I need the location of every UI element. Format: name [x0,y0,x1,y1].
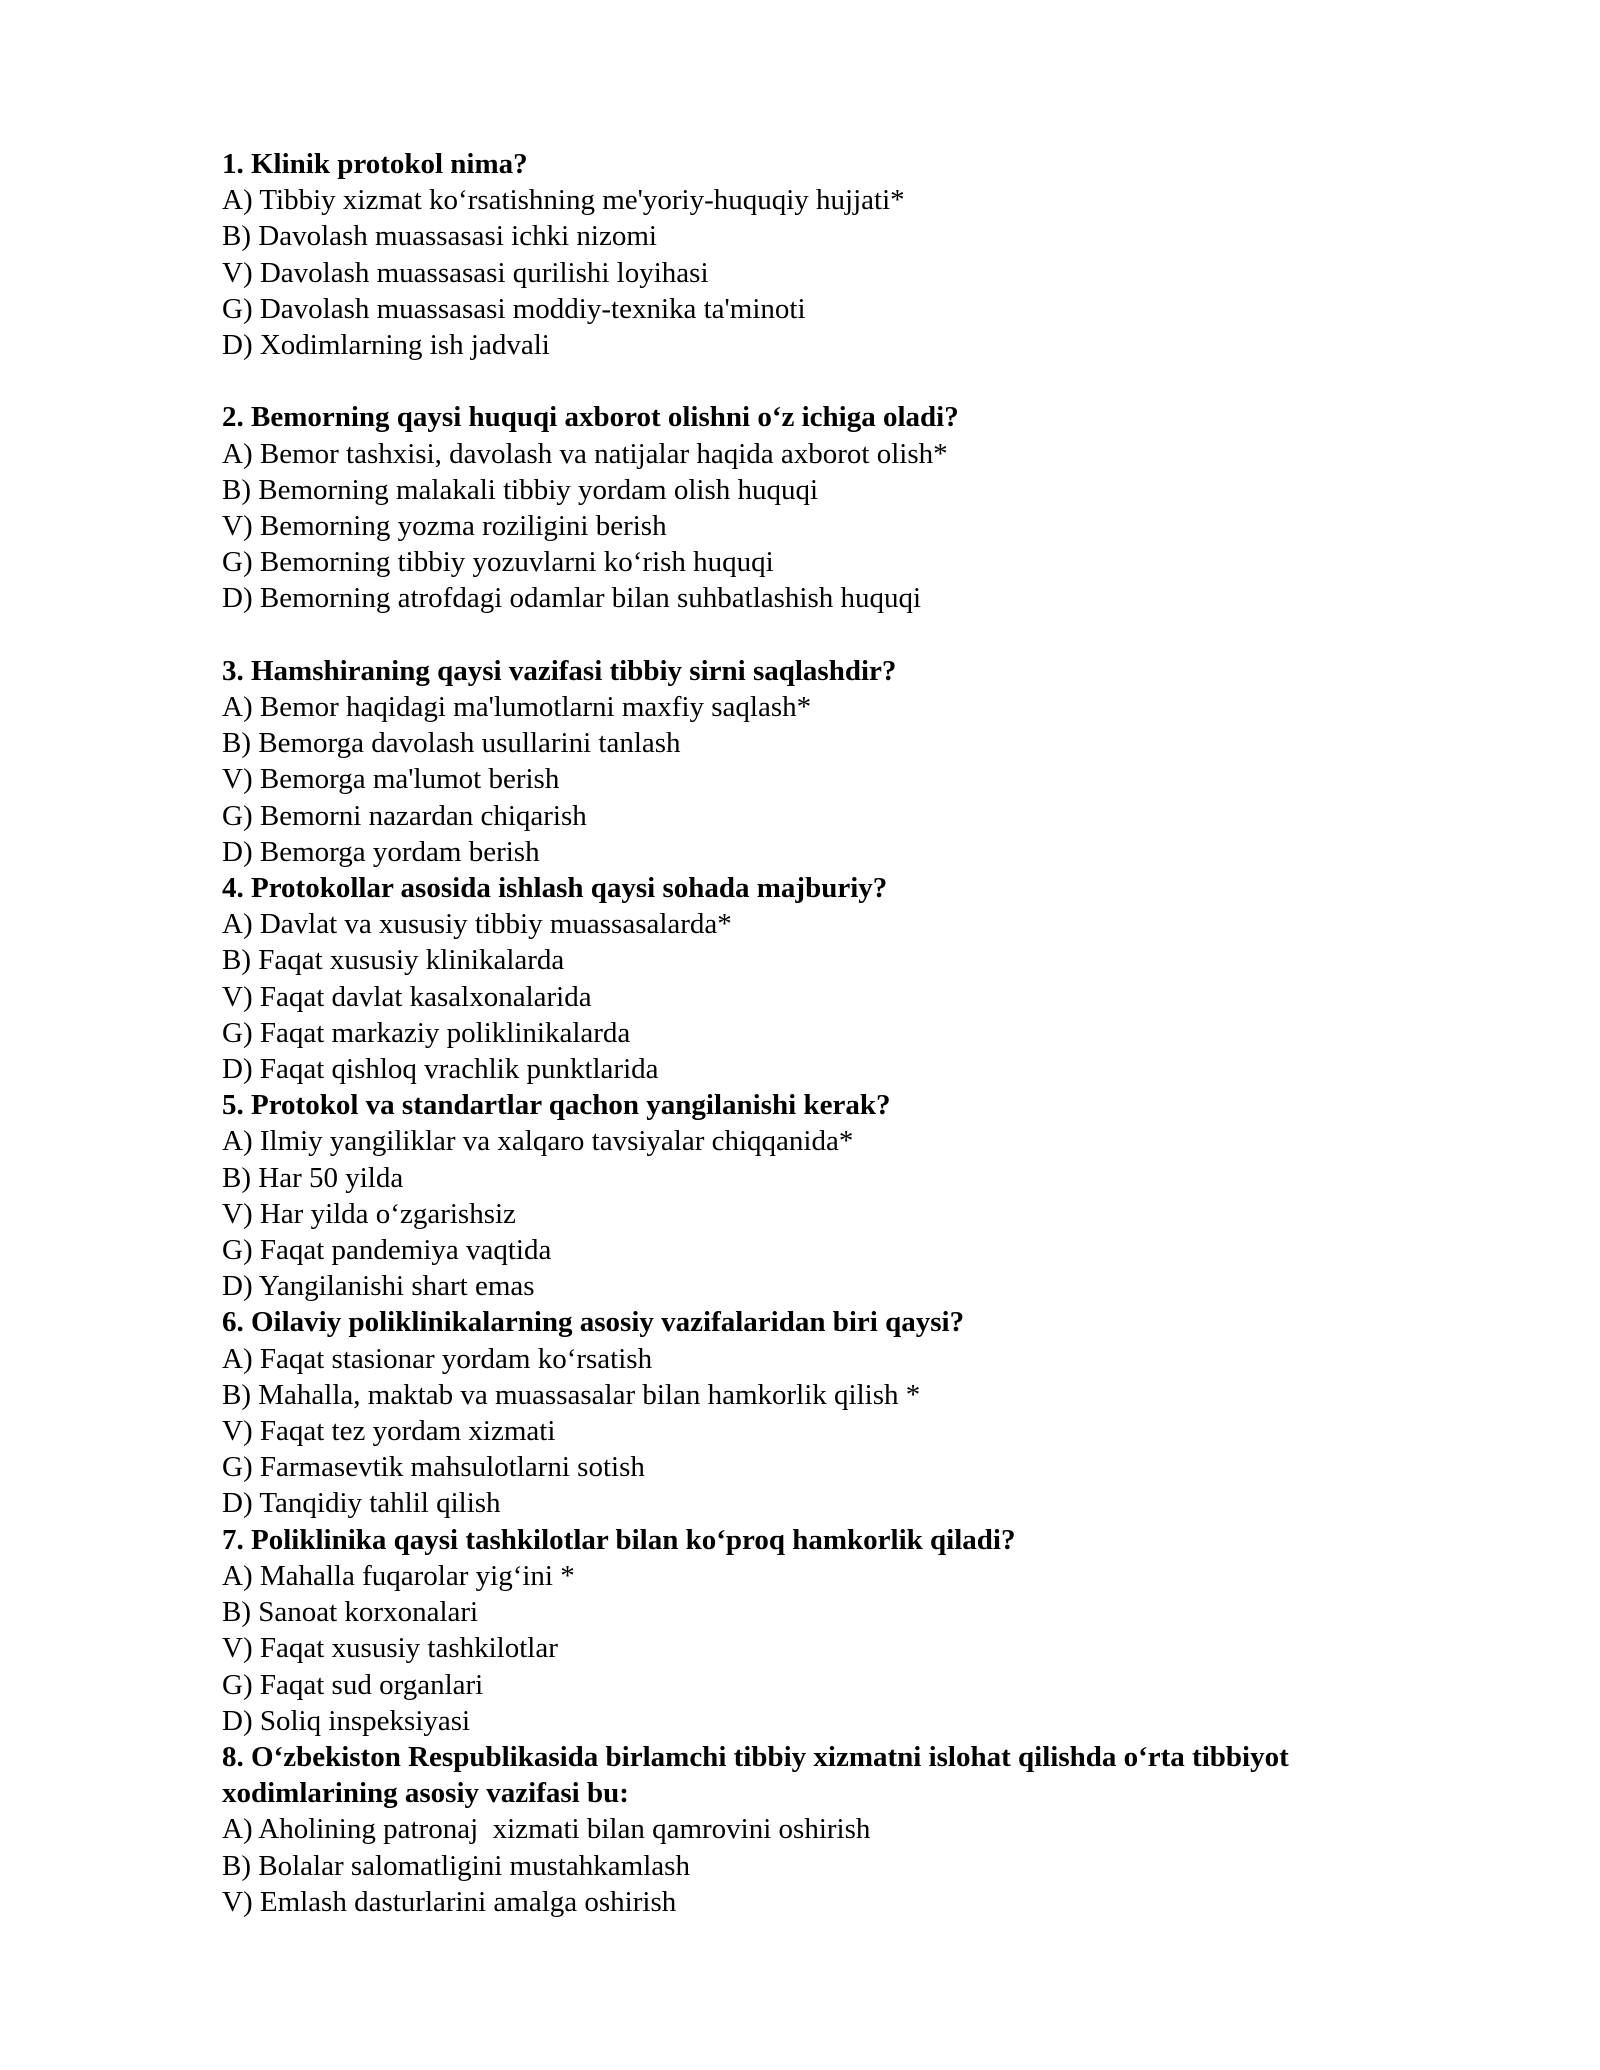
answer-option: V) Har yilda o‘zgarishsiz [222,1197,516,1230]
answer-option: D) Bemorning atrofdagi odamlar bilan suhbatlashish huquqi [222,582,922,615]
answer-option: A) Mahalla fuqarolar yig‘ini * [222,1559,575,1592]
answer-option: B) Faqat xususiy klinikalarda [222,944,565,977]
question-8 [222,1739,1402,1920]
answer-option: D) Yangilanishi shart emas [222,1270,535,1303]
question-title: 3. Hamshiraning qaysi vazifasi tibbiy sirni saqlashdir? [222,654,897,687]
answer-option: D) Xodimlarning ish jadvali [222,329,550,362]
question-1 [222,146,1402,363]
answer-option: G) Faqat pandemiya vaqtida [222,1234,552,1267]
answer-option: B) Sanoat korxonalari [222,1596,479,1629]
answer-option: A) Ilmiy yangiliklar va xalqaro tavsiyalar chiqqanida* [222,1125,854,1158]
answer-option: G) Bemorning tibbiy yozuvlarni ko‘rish huquqi [222,546,774,579]
answer-option: A) Davlat va xususiy tibbiy muassasalarda* [222,908,732,941]
answer-option: V) Faqat xususiy tashkilotlar [222,1632,558,1665]
answer-option: V) Faqat tez yordam xizmati [222,1415,556,1448]
answer-option: B) Bemorning malakali tibbiy yordam olish huquqi [222,473,819,506]
answer-option: B) Bemorga davolash usullarini tanlash [222,727,681,760]
question-7 [222,1522,1402,1739]
answer-option: G) Farmasevtik mahsulotlarni sotish [222,1451,645,1484]
answer-option: D) Soliq inspeksiyasi [222,1704,471,1737]
question-title: 6. Oilaviy poliklinikalarning asosiy vazifalaridan biri qaysi? [222,1306,965,1339]
question-title: 8. O‘zbekiston Respublikasida birlamchi tibbiy xizmatni islohat qilishda o‘rta tibbiyot [222,1740,1289,1773]
answer-option: D) Faqat qishloq vrachlik punktlarida [222,1053,659,1086]
question-3 [222,653,1402,870]
question-6 [222,1304,1402,1521]
answer-option: G) Davolash muassasasi moddiy-texnika ta'minoti [222,292,806,325]
answer-option: D) Bemorga yordam berish [222,835,540,868]
answer-option: V) Faqat davlat kasalxonalarida [222,980,592,1013]
question-title: 7. Poliklinika qaysi tashkilotlar bilan ko‘proq hamkorlik qiladi? [222,1523,1016,1556]
answer-option: B) Mahalla, maktab va muassasalar bilan hamkorlik qilish * [222,1378,921,1411]
answer-option: A) Faqat stasionar yordam ko‘rsatish [222,1342,653,1375]
question-2 [222,399,1402,616]
answer-option: B) Bolalar salomatligini mustahkamlash [222,1849,690,1882]
answer-option: A) Bemor haqidagi ma'lumotlarni maxfiy saqlash* [222,691,812,724]
question-5 [222,1087,1402,1304]
answer-option: A) Aholining patronaj xizmati bilan qamrovini oshirish [222,1813,871,1846]
answer-option: V) Bemorga ma'lumot berish [222,763,560,796]
answer-option: V) Emlash dasturlarini amalga oshirish [222,1885,677,1918]
answer-option: B) Davolash muassasasi ichki nizomi [222,220,657,253]
question-list [222,146,1402,1920]
question-title-continuation: xodimlarining asosiy vazifasi bu: [222,1777,629,1810]
answer-option: V) Davolash muassasasi qurilishi loyihasi [222,256,709,289]
answer-option: B) Har 50 yilda [222,1161,404,1194]
answer-option: G) Faqat sud organlari [222,1668,484,1701]
answer-option: V) Bemorning yozma roziligini berish [222,510,667,543]
question-title: 2. Bemorning qaysi huquqi axborot olishni o‘z ichiga oladi? [222,401,959,434]
answer-option: D) Tanqidiy tahlil qilish [222,1487,501,1520]
answer-option: A) Bemor tashxisi, davolash va natijalar haqida axborot olish* [222,437,948,470]
question-4 [222,870,1402,1087]
answer-option: G) Bemorni nazardan chiqarish [222,799,587,832]
question-title: 5. Protokol va standartlar qachon yangilanishi kerak? [222,1089,891,1122]
question-title: 4. Protokollar asosida ishlash qaysi sohada majburiy? [222,872,888,905]
answer-option: A) Tibbiy xizmat ko‘rsatishning me'yoriy-huquqiy hujjati* [222,184,905,217]
question-title: 1. Klinik protokol nima? [222,148,528,180]
answer-option: G) Faqat markaziy poliklinikalarda [222,1016,631,1049]
